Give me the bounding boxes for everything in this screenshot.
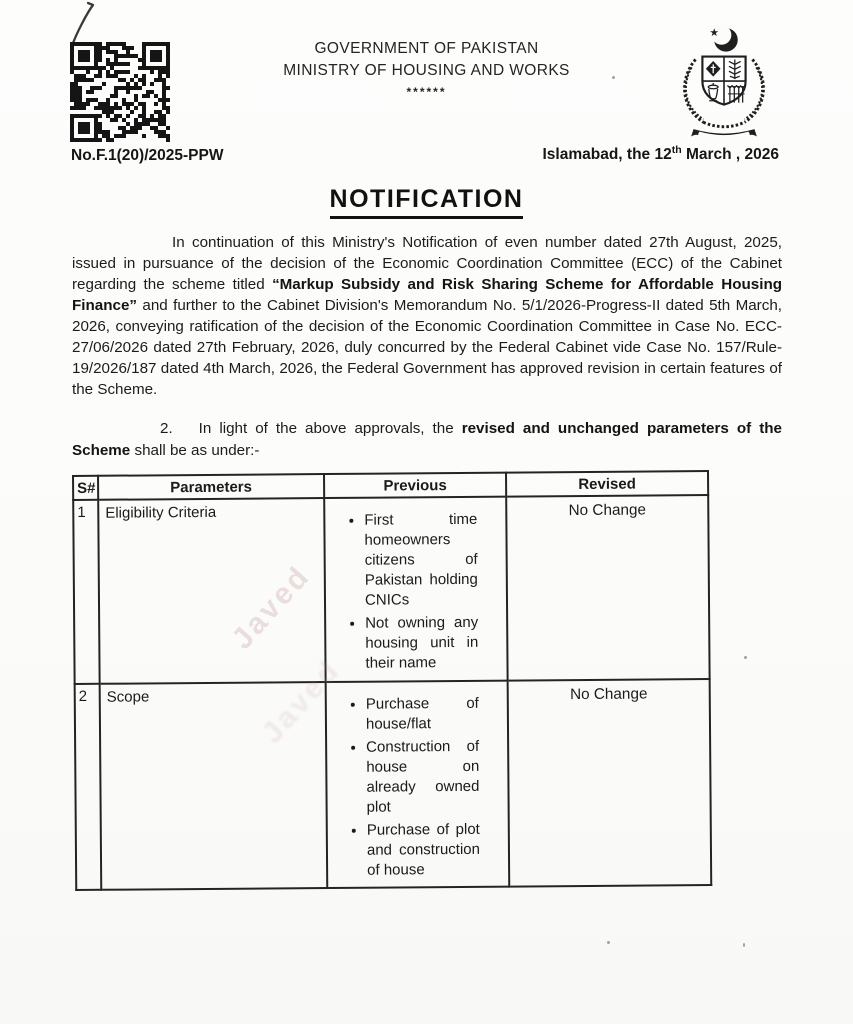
bullet-item: • Purchase of house/flat: [366, 694, 479, 735]
row1-parameter: Eligibility Criteria: [98, 498, 325, 684]
para1-rest: and further to the Cabinet Division's Memorandum No. 5/1/2026-Progress-II dated 5th March, 2026, conveying ratification of the decision of the Economic Coordination Committee in Case No. ECC-27/06/2026 dated 27th February, 2026, duly concurred by the Federal Cabinet vide Case No. 157/Rule-19/2026/187 dated 4th March, 2026, the Federal Government has approved revision in certain features of the Scheme.: [72, 297, 782, 398]
row1-previous: [324, 497, 507, 682]
para2-number: 2.: [160, 420, 173, 437]
parameters-table: [72, 470, 712, 891]
government-title: GOVERNMENT OF PAKISTAN: [314, 40, 539, 57]
row2-sno: 2: [75, 684, 102, 890]
table-row-scope: [75, 679, 712, 890]
previous-bullet-list: [347, 510, 478, 674]
row2-previous: [326, 681, 510, 888]
col-header-sno: S#: [73, 476, 98, 500]
reference-number: No.F.1(20)/2025-PPW: [71, 147, 224, 164]
date-prefix: Islamabad, the 12: [542, 146, 672, 164]
col-header-revised: Revised: [506, 471, 708, 497]
ministry-title: MINISTRY OF HOUSING AND WORKS: [283, 62, 570, 79]
col-header-previous: Previous: [324, 473, 506, 498]
svg-text:★: ★: [709, 26, 720, 39]
date-line: [542, 144, 779, 164]
bullet-item: • First time homeowners citizens of Pakistan holding CNICs: [364, 510, 478, 611]
para2-bold: revised and unchanged parameters of the Scheme: [72, 420, 782, 459]
col-header-parameters: Parameters: [98, 474, 324, 500]
watermark: Javed: [255, 653, 347, 750]
scan-artifact: [744, 656, 747, 659]
para1-scheme-name: “Markup Subsidy and Risk Sharing Scheme for Affordable Housing Finance”: [72, 276, 782, 314]
row1-sno: 1: [73, 500, 99, 684]
date-ordinal: th: [671, 144, 682, 156]
row2-parameter: Scope: [100, 682, 328, 890]
table-row-eligibility: [73, 495, 709, 684]
para2-tail: shall be as under:-: [130, 441, 260, 459]
date-suffix: March , 2026: [681, 146, 779, 164]
previous-bullet-list: [349, 694, 480, 881]
para1-lead: In continuation of this Ministry's Notification of even number dated 27th August, 2025, issued in pursuance of the decision of the Economic Coordination Committee (ECC) of the Cabinet regarding the scheme titled: [72, 234, 782, 293]
row1-revised: No Change: [506, 495, 709, 681]
scan-artifact: [607, 941, 610, 944]
paragraph-2: [72, 418, 782, 461]
bullet-item: • Construction of house on already owned plot: [366, 737, 480, 818]
scan-artifact: [743, 943, 745, 947]
separator-stars: ******: [406, 85, 447, 99]
scan-artifact: [612, 76, 615, 79]
pakistan-emblem-icon: [670, 24, 778, 146]
notification-title: NOTIFICATION: [0, 185, 853, 219]
watermark: Javed: [225, 559, 317, 656]
bullet-item: • Purchase of plot and construction of house: [367, 820, 480, 881]
bullet-item: • Not owning any housing unit in their name: [365, 613, 478, 674]
paragraph-1: [72, 232, 782, 400]
row2-revised: No Change: [508, 679, 712, 887]
para2-lead: In light of the above approvals, the: [198, 420, 462, 437]
